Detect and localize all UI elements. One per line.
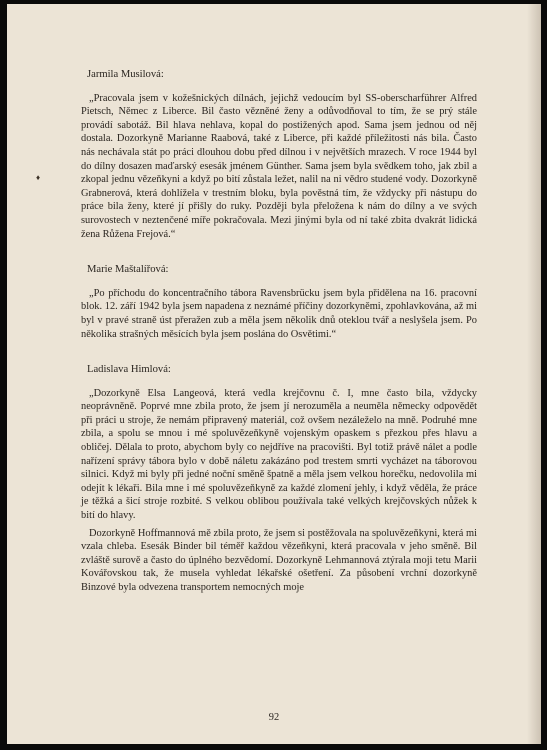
- witness-name: Ladislava Himlová:: [87, 364, 171, 376]
- witness-name: Jarmila Musilová:: [87, 69, 164, 80]
- testimony-paragraph: Dozorkyně Hoffmannová mě zbila proto, že jsem si postěžovala na spoluvězeňkyni, která mi vzala chleba. Esesák Binder bil téměř každou vězeňkyni, která pracovala v jeho směně. Bil zvláště surově a často do úplného bezvědomí. Dozorkyně Lehmannová ztýrala moji tetu Marii Kovářovskou tak, že musela vyhledat lékařské ošetření. Za působení vrchní dozorkyně Binzové byla odvezena transportem nemocných moje: [81, 527, 477, 593]
- testimony-paragraph: „Po příchodu do koncentračního tábora Ravensbrücku jsem byla přidělena na 16. pracovní blok. 12. září 1942 byla jsem napadena z neznámé příčiny dozorkyněmi, zpohlavkována, až mi byl v pravé straně úst přeražen zub a měla jsem několik dnů oteklou tvář a neslyšela jsem. Po několika strašných měsících byla jsem poslána do Osvětimi.“: [81, 287, 477, 340]
- testimony-paragraph: „Dozorkyně Elsa Langeová, která vedla krejčovnu č. I, mne často bila, vždycky neoprávněně. Poprvé mne zbila proto, že jsem jí nerozuměla a neuměla německy odpovědět při práci u stroje, že nemám připravený materiál, což ovšem nezáleželo na mně. Podruhé mne zbila, a spolu se mnou i mé spoluvězeňkyně vojenským opaskem s přezkou přes hlavu a obličej. Dělala to proto, abychom byly co nejdříve na pracovišti. Byl totiž právě nálet a podle nařízení správy tábora bylo v době náletu zakázáno pod trestem smrti vycházet na táborovou silnici. Když mi byly při jedné noční směně špatně a měla jsem velkou horečku, nedovolila mi odejít k lékaři. Bila mne i mé spoluvězeňkyně za každé zlomení jehly, i když věděla, že práce je těžká a šicí stroje rozbité. S velkou oblibou používala také velkých krejčovských nůžek k bití do hlavy.: [81, 387, 477, 522]
- testimony-paragraph: „Pracovala jsem v kožešnických dílnách, jejichž vedoucím byl SS-oberscharführer Alfred Pietsch, Němec z Liberce. Bil často vězněné ženy a odůvodňoval to tím, že se prý stále provádí sabotáž. Bil hlava nehlava, kopal do postižených apod. Sama jsem jednou od něj dostala. Dozorkyně Marianne Raabová, také z Liberce, při každé příležitosti nás bila. Často nás nechávala stát po práci dlouhou dobu před dílnou i v největších mrazech. V roce 1944 byl do dílny dosazen maďarský esesák jménem Günther. Sama jsem byla svědkem toho, jak zbil a zkopal jednu vězeňkyni a když po bití zůstala ležet, nalil na ni vědro studené vody. Dozorkyně Grabnerová, která dohlížela v trestním bloku, byla pověstná tím, že vždycky při nástupu do práce bila ženy, které jí přišly do ruky. Později byla přeložena k nám do dílny a ve svých surovostech v neztenčené míře pokračovala. Mezi jinými byla od ní také zbita dvakrát lidická žena Růžena Frejová.“: [81, 92, 477, 240]
- margin-mark: ♦: [36, 173, 41, 182]
- testimony-2: [81, 263, 477, 341]
- page-content: [81, 68, 477, 599]
- testimony-1: [81, 68, 477, 241]
- witness-name: Marie Maštalířová:: [87, 264, 169, 276]
- testimony-3: [81, 363, 477, 595]
- page-number: 92: [268, 712, 280, 723]
- book-page: [7, 4, 541, 744]
